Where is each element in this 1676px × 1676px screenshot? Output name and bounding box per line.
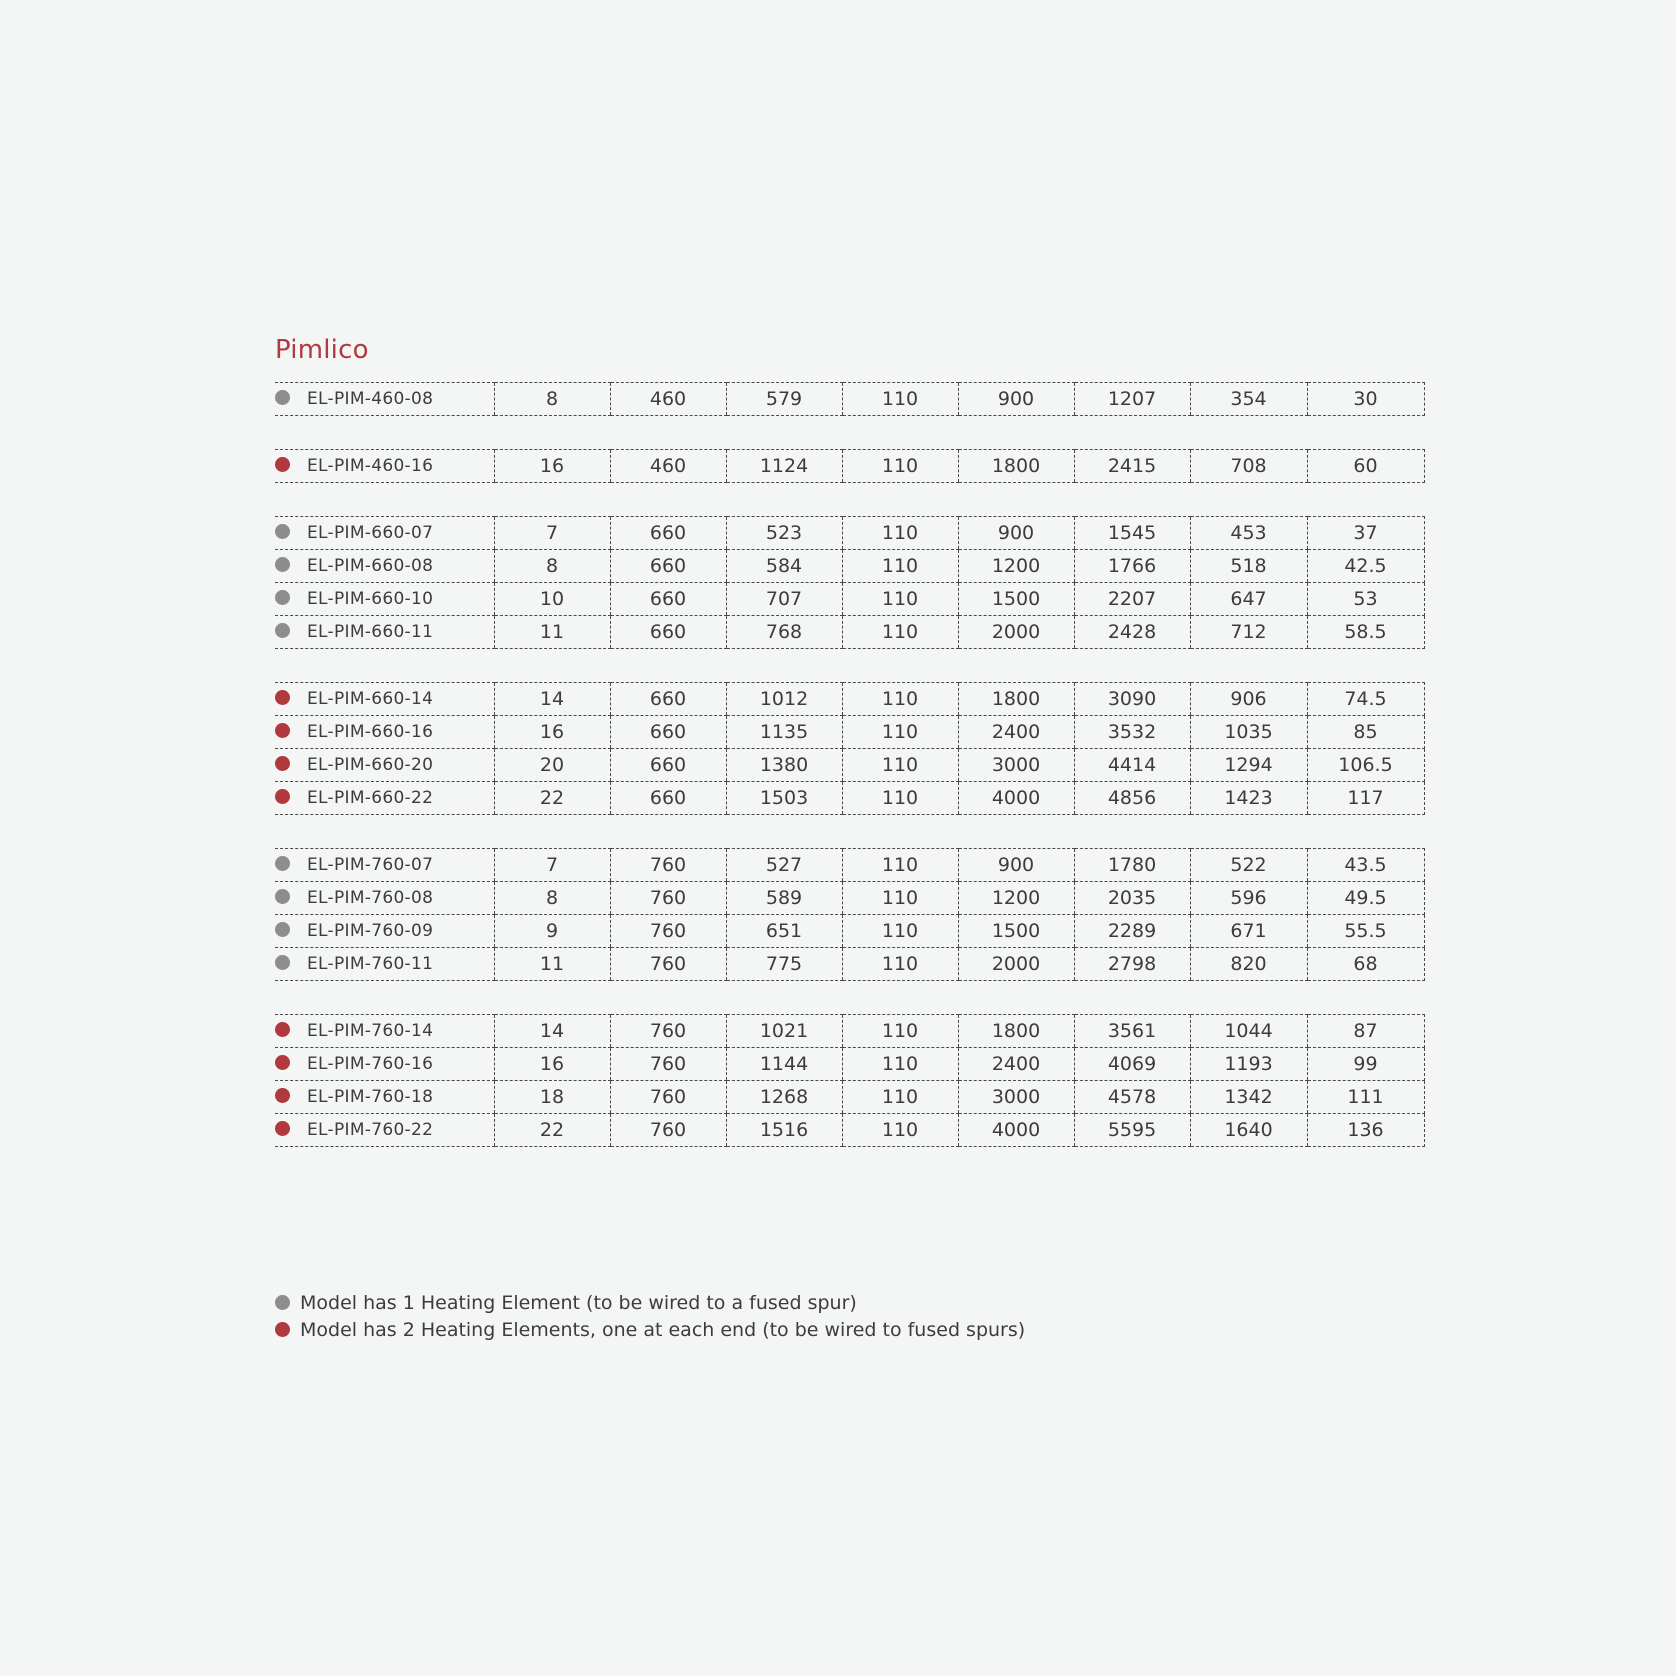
value-cell: 4414 <box>1074 749 1190 782</box>
table-row <box>275 915 1424 948</box>
value-cell: 1012 <box>726 683 842 716</box>
table-group <box>275 1014 1424 1147</box>
value-cell: 1500 <box>958 583 1074 616</box>
value-cell: 1640 <box>1190 1114 1307 1147</box>
legend-text: Model has 2 Heating Elements, one at each end (to be wired to fused spurs) <box>300 1319 1026 1341</box>
model-cell <box>275 550 494 583</box>
value-cell: 110 <box>842 1015 958 1048</box>
model-code: EL-PIM-660-07 <box>307 523 434 543</box>
legend-item-single <box>275 1290 1025 1317</box>
value-cell: 136 <box>1307 1114 1424 1147</box>
value-cell: 1500 <box>958 915 1074 948</box>
value-cell: 3090 <box>1074 683 1190 716</box>
legend-item-double <box>275 1317 1025 1344</box>
value-cell: 1380 <box>726 749 842 782</box>
value-cell: 660 <box>610 517 726 550</box>
value-cell: 9 <box>494 915 610 948</box>
table-row <box>275 716 1424 749</box>
value-cell: 671 <box>1190 915 1307 948</box>
value-cell: 1124 <box>726 450 842 483</box>
value-cell: 2415 <box>1074 450 1190 483</box>
value-cell: 110 <box>842 782 958 815</box>
value-cell: 4069 <box>1074 1048 1190 1081</box>
value-cell: 900 <box>958 517 1074 550</box>
model-cell <box>275 450 494 483</box>
value-cell: 775 <box>726 948 842 981</box>
value-cell: 5595 <box>1074 1114 1190 1147</box>
legend-text: Model has 1 Heating Element (to be wired to a fused spur) <box>300 1292 857 1314</box>
value-cell: 58.5 <box>1307 616 1424 649</box>
grey-dot-icon <box>275 889 290 904</box>
table-row <box>275 948 1424 981</box>
value-cell: 460 <box>610 383 726 416</box>
table-row <box>275 1081 1424 1114</box>
grey-dot-icon <box>275 1295 290 1310</box>
model-code: EL-PIM-460-16 <box>307 456 434 476</box>
value-cell: 760 <box>610 915 726 948</box>
value-cell: 2798 <box>1074 948 1190 981</box>
value-cell: 1780 <box>1074 849 1190 882</box>
value-cell: 14 <box>494 1015 610 1048</box>
model-cell <box>275 1081 494 1114</box>
value-cell: 99 <box>1307 1048 1424 1081</box>
value-cell: 660 <box>610 550 726 583</box>
value-cell: 4000 <box>958 782 1074 815</box>
value-cell: 110 <box>842 1048 958 1081</box>
value-cell: 760 <box>610 1015 726 1048</box>
value-cell: 11 <box>494 948 610 981</box>
value-cell: 42.5 <box>1307 550 1424 583</box>
value-cell: 660 <box>610 583 726 616</box>
value-cell: 110 <box>842 882 958 915</box>
red-dot-icon <box>275 457 290 472</box>
value-cell: 1766 <box>1074 550 1190 583</box>
model-cell <box>275 1048 494 1081</box>
model-code: EL-PIM-760-14 <box>307 1021 434 1041</box>
table-row <box>275 683 1424 716</box>
grey-dot-icon <box>275 922 290 937</box>
value-cell: 14 <box>494 683 610 716</box>
table-row <box>275 849 1424 882</box>
value-cell: 708 <box>1190 450 1307 483</box>
spec-table <box>275 516 1425 649</box>
table-group <box>275 449 1424 483</box>
red-dot-icon <box>275 756 290 771</box>
model-cell <box>275 749 494 782</box>
value-cell: 16 <box>494 716 610 749</box>
value-cell: 1021 <box>726 1015 842 1048</box>
value-cell: 1342 <box>1190 1081 1307 1114</box>
table-row <box>275 749 1424 782</box>
model-cell <box>275 948 494 981</box>
value-cell: 111 <box>1307 1081 1424 1114</box>
value-cell: 74.5 <box>1307 683 1424 716</box>
value-cell: 8 <box>494 882 610 915</box>
red-dot-icon <box>275 1322 290 1337</box>
spec-table <box>275 1014 1425 1147</box>
model-code: EL-PIM-660-14 <box>307 689 434 709</box>
value-cell: 85 <box>1307 716 1424 749</box>
model-code: EL-PIM-760-07 <box>307 855 434 875</box>
value-cell: 2035 <box>1074 882 1190 915</box>
value-cell: 900 <box>958 383 1074 416</box>
value-cell: 110 <box>842 948 958 981</box>
value-cell: 1044 <box>1190 1015 1307 1048</box>
value-cell: 110 <box>842 383 958 416</box>
model-cell <box>275 383 494 416</box>
model-cell <box>275 849 494 882</box>
value-cell: 68 <box>1307 948 1424 981</box>
model-code: EL-PIM-660-20 <box>307 755 434 775</box>
value-cell: 2000 <box>958 948 1074 981</box>
value-cell: 579 <box>726 383 842 416</box>
value-cell: 4856 <box>1074 782 1190 815</box>
value-cell: 2400 <box>958 1048 1074 1081</box>
value-cell: 4000 <box>958 1114 1074 1147</box>
model-cell <box>275 882 494 915</box>
value-cell: 2000 <box>958 616 1074 649</box>
table-row <box>275 616 1424 649</box>
red-dot-icon <box>275 1121 290 1136</box>
grey-dot-icon <box>275 557 290 572</box>
value-cell: 760 <box>610 1081 726 1114</box>
value-cell: 2428 <box>1074 616 1190 649</box>
grey-dot-icon <box>275 524 290 539</box>
value-cell: 10 <box>494 583 610 616</box>
value-cell: 354 <box>1190 383 1307 416</box>
model-code: EL-PIM-760-22 <box>307 1120 434 1140</box>
model-code: EL-PIM-760-09 <box>307 921 434 941</box>
model-cell <box>275 683 494 716</box>
value-cell: 110 <box>842 915 958 948</box>
value-cell: 8 <box>494 383 610 416</box>
spec-table <box>275 449 1425 483</box>
value-cell: 647 <box>1190 583 1307 616</box>
spec-table <box>275 382 1425 416</box>
value-cell: 760 <box>610 948 726 981</box>
value-cell: 712 <box>1190 616 1307 649</box>
value-cell: 453 <box>1190 517 1307 550</box>
value-cell: 1516 <box>726 1114 842 1147</box>
table-row <box>275 550 1424 583</box>
value-cell: 60 <box>1307 450 1424 483</box>
grey-dot-icon <box>275 390 290 405</box>
value-cell: 589 <box>726 882 842 915</box>
value-cell: 110 <box>842 749 958 782</box>
model-cell <box>275 782 494 815</box>
model-code: EL-PIM-760-18 <box>307 1087 434 1107</box>
value-cell: 110 <box>842 616 958 649</box>
value-cell: 18 <box>494 1081 610 1114</box>
value-cell: 518 <box>1190 550 1307 583</box>
value-cell: 906 <box>1190 683 1307 716</box>
value-cell: 651 <box>726 915 842 948</box>
table-group <box>275 682 1424 815</box>
value-cell: 106.5 <box>1307 749 1424 782</box>
value-cell: 660 <box>610 616 726 649</box>
table-row <box>275 517 1424 550</box>
value-cell: 55.5 <box>1307 915 1424 948</box>
table-row <box>275 782 1424 815</box>
red-dot-icon <box>275 723 290 738</box>
value-cell: 110 <box>842 583 958 616</box>
value-cell: 8 <box>494 550 610 583</box>
value-cell: 527 <box>726 849 842 882</box>
value-cell: 4578 <box>1074 1081 1190 1114</box>
model-code: EL-PIM-760-08 <box>307 888 434 908</box>
value-cell: 820 <box>1190 948 1307 981</box>
model-code: EL-PIM-460-08 <box>307 389 434 409</box>
legend <box>275 1290 1025 1344</box>
value-cell: 1503 <box>726 782 842 815</box>
value-cell: 2289 <box>1074 915 1190 948</box>
value-cell: 1144 <box>726 1048 842 1081</box>
value-cell: 110 <box>842 1114 958 1147</box>
value-cell: 117 <box>1307 782 1424 815</box>
model-cell <box>275 716 494 749</box>
value-cell: 1423 <box>1190 782 1307 815</box>
table-row <box>275 1114 1424 1147</box>
value-cell: 3000 <box>958 749 1074 782</box>
page-title: Pimlico <box>275 335 369 365</box>
value-cell: 760 <box>610 1114 726 1147</box>
value-cell: 110 <box>842 716 958 749</box>
table-row <box>275 383 1424 416</box>
value-cell: 3000 <box>958 1081 1074 1114</box>
model-code: EL-PIM-660-16 <box>307 722 434 742</box>
grey-dot-icon <box>275 856 290 871</box>
red-dot-icon <box>275 789 290 804</box>
value-cell: 2207 <box>1074 583 1190 616</box>
value-cell: 760 <box>610 849 726 882</box>
value-cell: 43.5 <box>1307 849 1424 882</box>
value-cell: 660 <box>610 683 726 716</box>
model-cell <box>275 616 494 649</box>
value-cell: 16 <box>494 450 610 483</box>
value-cell: 53 <box>1307 583 1424 616</box>
value-cell: 22 <box>494 782 610 815</box>
value-cell: 760 <box>610 882 726 915</box>
table-group <box>275 848 1424 981</box>
value-cell: 110 <box>842 683 958 716</box>
value-cell: 110 <box>842 450 958 483</box>
model-code: EL-PIM-760-11 <box>307 954 434 974</box>
value-cell: 596 <box>1190 882 1307 915</box>
value-cell: 1200 <box>958 550 1074 583</box>
value-cell: 49.5 <box>1307 882 1424 915</box>
value-cell: 37 <box>1307 517 1424 550</box>
value-cell: 660 <box>610 782 726 815</box>
value-cell: 3532 <box>1074 716 1190 749</box>
value-cell: 1545 <box>1074 517 1190 550</box>
table-group <box>275 382 1424 416</box>
value-cell: 1294 <box>1190 749 1307 782</box>
value-cell: 1207 <box>1074 383 1190 416</box>
value-cell: 1800 <box>958 683 1074 716</box>
value-cell: 660 <box>610 716 726 749</box>
value-cell: 1135 <box>726 716 842 749</box>
model-code: EL-PIM-760-16 <box>307 1054 434 1074</box>
red-dot-icon <box>275 690 290 705</box>
table-row <box>275 882 1424 915</box>
model-code: EL-PIM-660-10 <box>307 589 434 609</box>
value-cell: 1800 <box>958 450 1074 483</box>
red-dot-icon <box>275 1055 290 1070</box>
value-cell: 22 <box>494 1114 610 1147</box>
model-code: EL-PIM-660-22 <box>307 788 434 808</box>
model-cell <box>275 1114 494 1147</box>
value-cell: 1268 <box>726 1081 842 1114</box>
model-cell <box>275 915 494 948</box>
model-code: EL-PIM-660-11 <box>307 622 434 642</box>
value-cell: 16 <box>494 1048 610 1081</box>
grey-dot-icon <box>275 623 290 638</box>
value-cell: 584 <box>726 550 842 583</box>
value-cell: 1800 <box>958 1015 1074 1048</box>
value-cell: 7 <box>494 517 610 550</box>
value-cell: 1200 <box>958 882 1074 915</box>
value-cell: 110 <box>842 517 958 550</box>
model-cell <box>275 517 494 550</box>
table-row <box>275 450 1424 483</box>
model-code: EL-PIM-660-08 <box>307 556 434 576</box>
value-cell: 3561 <box>1074 1015 1190 1048</box>
grey-dot-icon <box>275 955 290 970</box>
value-cell: 110 <box>842 1081 958 1114</box>
model-cell <box>275 583 494 616</box>
spec-table <box>275 848 1425 981</box>
value-cell: 110 <box>842 849 958 882</box>
value-cell: 522 <box>1190 849 1307 882</box>
spec-table-groups <box>275 382 1424 1180</box>
value-cell: 2400 <box>958 716 1074 749</box>
value-cell: 760 <box>610 1048 726 1081</box>
value-cell: 1035 <box>1190 716 1307 749</box>
value-cell: 1193 <box>1190 1048 1307 1081</box>
value-cell: 900 <box>958 849 1074 882</box>
red-dot-icon <box>275 1088 290 1103</box>
grey-dot-icon <box>275 590 290 605</box>
table-row <box>275 1015 1424 1048</box>
value-cell: 768 <box>726 616 842 649</box>
value-cell: 87 <box>1307 1015 1424 1048</box>
table-row <box>275 1048 1424 1081</box>
model-cell <box>275 1015 494 1048</box>
table-group <box>275 516 1424 649</box>
value-cell: 20 <box>494 749 610 782</box>
value-cell: 460 <box>610 450 726 483</box>
value-cell: 30 <box>1307 383 1424 416</box>
value-cell: 660 <box>610 749 726 782</box>
value-cell: 7 <box>494 849 610 882</box>
value-cell: 11 <box>494 616 610 649</box>
value-cell: 523 <box>726 517 842 550</box>
red-dot-icon <box>275 1022 290 1037</box>
table-row <box>275 583 1424 616</box>
value-cell: 707 <box>726 583 842 616</box>
spec-table <box>275 682 1425 815</box>
value-cell: 110 <box>842 550 958 583</box>
